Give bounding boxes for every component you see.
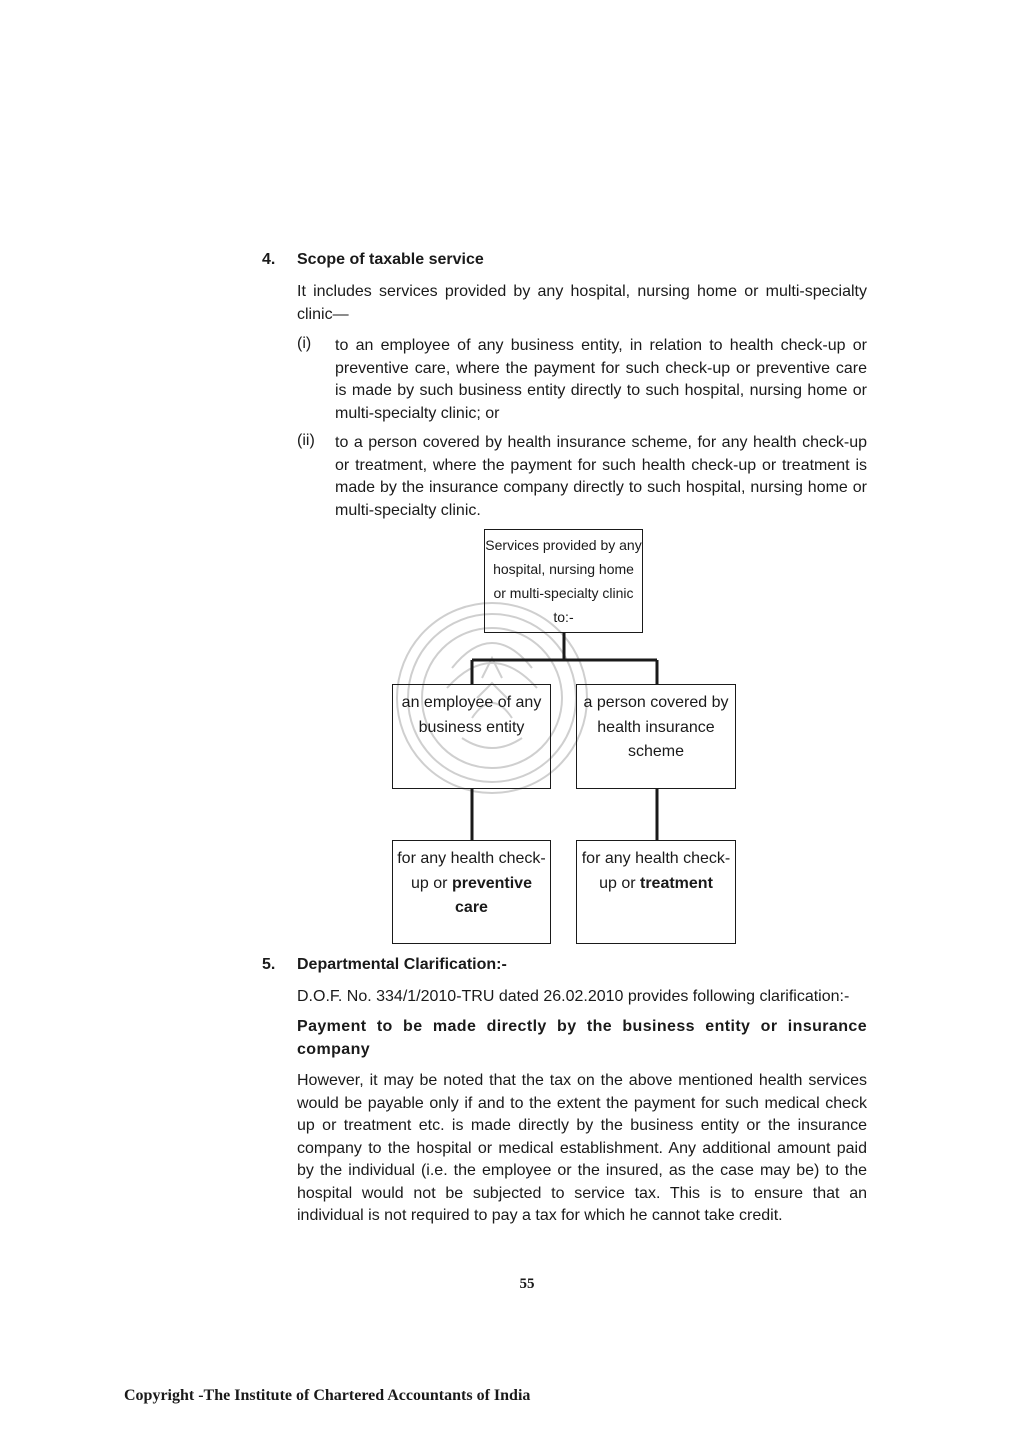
copyright-notice: Copyright -The Institute of Chartered Accountants of India: [124, 1387, 531, 1404]
item-ii-text: to a person covered by health insurance scheme, for any health check-up or treatment, where the payment for such health check-up or treatment is made by the insurance company directly to such hospital, nursing home or multi-specialty clinic.: [335, 434, 867, 519]
diagram-left-leaf-bold: preventive care: [451, 874, 532, 916]
item-i-label: (i): [297, 335, 312, 352]
section-5-subheading: Payment to be made directly by the business entity or insurance company: [297, 1018, 867, 1058]
diagram-right-box: [576, 684, 736, 789]
section-4-intro: It includes services provided by any hospital, nursing home or multi-specialty clinic—: [297, 283, 867, 323]
diagram-right-leaf-prefix: for any health check-up or: [581, 850, 731, 892]
section-5-reference: D.O.F. No. 334/1/2010-TRU dated 26.02.2010 provides following clarification:-: [297, 988, 850, 1005]
diagram-root-text: Services provided by any hospital, nursing home or multi-specialty clinic to:-: [485, 537, 642, 625]
item-ii-label: (ii): [297, 432, 315, 449]
diagram-left-text: an employee of any business entity: [401, 694, 542, 736]
diagram-right-leaf-bold: treatment: [640, 874, 713, 892]
page-number: 55: [519, 1276, 535, 1292]
diagram-right-text: a person covered by health insurance scheme: [583, 694, 729, 760]
item-i-text: to an employee of any business entity, in relation to health check-up or preventive care, where the payment for such check-up or preventive care is made by such business entity directly to such hospital, nursing home or multi-specialty clinic; or: [335, 337, 867, 422]
section-5-number: 5.: [262, 956, 276, 973]
diagram-left-leaf-box: [392, 840, 551, 944]
diagram-left-box: [392, 684, 551, 789]
section-4-number: 4.: [262, 251, 276, 268]
diagram-right-leaf-box: [576, 840, 736, 944]
diagram-root-box: [484, 529, 643, 633]
section-5-body: However, it may be noted that the tax on the above mentioned health services would be payable only if and to the extent the payment for such medical check up or treatment etc. is made directly by the business entity or the insurance company to the hospital or medical establishment. Any additional amount paid by the individual (i.e. the employee or the insured, as the case may be) to the hospital would not be subjected to service tax. This is to ensure that an individual is not required to pay a tax for which he cannot take credit.: [297, 1072, 867, 1224]
section-5-heading: Departmental Clarification:-: [297, 956, 507, 973]
diagram-left-leaf-prefix: for any health check-up or: [397, 850, 546, 892]
section-4-heading: Scope of taxable service: [297, 251, 484, 268]
